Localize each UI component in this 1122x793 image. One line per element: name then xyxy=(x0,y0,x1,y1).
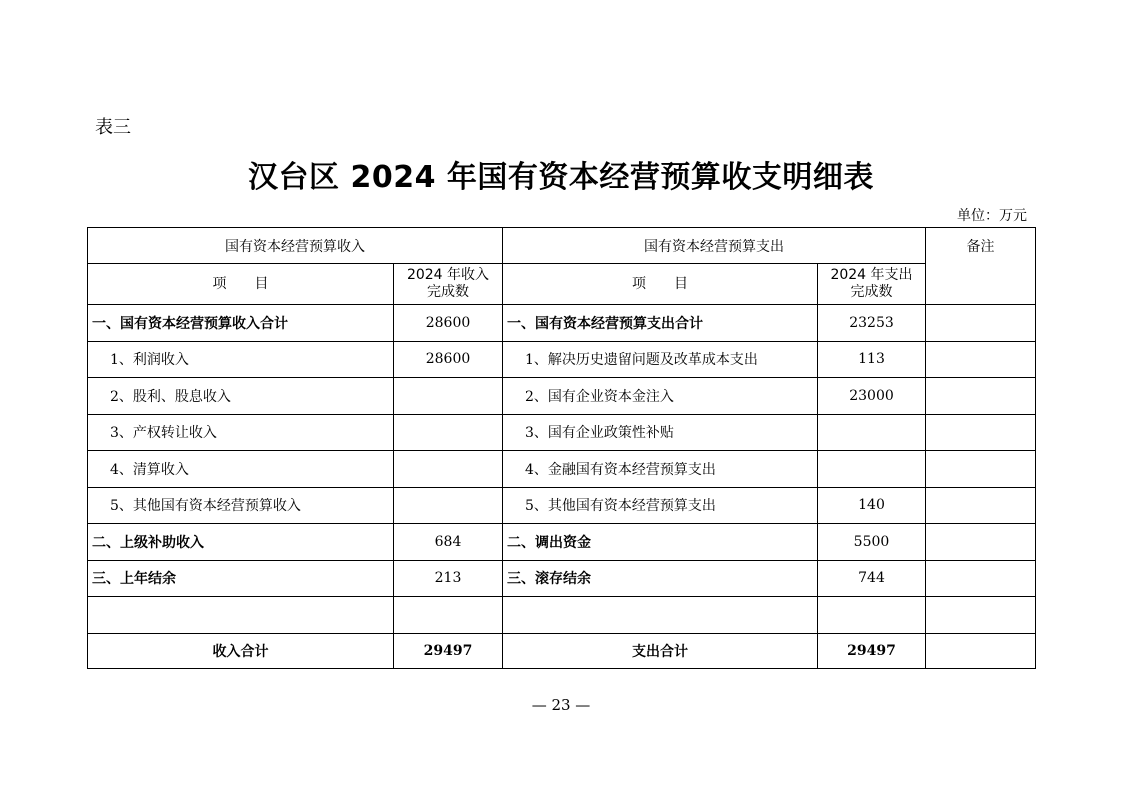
remark-cell xyxy=(926,560,1036,597)
income-item-header: 项 目 xyxy=(88,264,394,305)
remark-cell xyxy=(926,305,1036,342)
page-title: 汉台区 2024 年国有资本经营预算收支明细表 xyxy=(248,160,874,195)
income-amount-header xyxy=(394,264,503,305)
income-value xyxy=(394,597,503,634)
income-item: 1、利润收入 xyxy=(88,341,394,378)
remark-cell xyxy=(926,524,1036,561)
remark-cell xyxy=(926,633,1036,668)
unit-label: 单位：万元 xyxy=(957,208,1027,224)
section-header-row xyxy=(88,228,1036,264)
income-item: 三、上年结余 xyxy=(88,560,394,597)
income-value: 213 xyxy=(394,560,503,597)
income-item xyxy=(88,597,394,634)
income-value xyxy=(394,414,503,451)
income-total-value: 29497 xyxy=(394,633,503,668)
page-number: — 23 — xyxy=(531,696,591,714)
totals-row xyxy=(88,633,1036,668)
remark-cell xyxy=(926,341,1036,378)
expense-total-label: 支出合计 xyxy=(503,633,818,668)
expense-amount-header-line2: 完成数 xyxy=(850,284,893,300)
income-value: 28600 xyxy=(394,341,503,378)
remark-cell xyxy=(926,487,1036,524)
expense-item-header: 项 目 xyxy=(503,264,818,305)
table-row xyxy=(88,560,1036,597)
table-row xyxy=(88,414,1036,451)
income-amount-header-line1: 2024 年收入 xyxy=(406,267,490,283)
remark-cell xyxy=(926,414,1036,451)
remark-cell xyxy=(926,451,1036,488)
remarks-header: 备注 xyxy=(926,228,1036,305)
expense-amount-header-line1: 2024 年支出 xyxy=(830,267,913,283)
expense-item: 5、其他国有资本经营预算支出 xyxy=(503,487,818,524)
income-total-label: 收入合计 xyxy=(88,633,394,668)
expense-value xyxy=(818,451,926,488)
expense-item: 4、金融国有资本经营预算支出 xyxy=(503,451,818,488)
table-row xyxy=(88,524,1036,561)
income-value xyxy=(394,487,503,524)
expense-item xyxy=(503,597,818,634)
table-row xyxy=(88,378,1036,415)
column-header-row xyxy=(88,264,1036,305)
expense-value: 23253 xyxy=(818,305,926,342)
expense-amount-header xyxy=(818,264,926,305)
income-section-header: 国有资本经营预算收入 xyxy=(88,228,503,264)
expense-item: 3、国有企业政策性补贴 xyxy=(503,414,818,451)
income-value xyxy=(394,378,503,415)
expense-value: 23000 xyxy=(818,378,926,415)
income-value: 684 xyxy=(394,524,503,561)
table-row xyxy=(88,341,1036,378)
budget-table xyxy=(87,227,1036,669)
expense-item: 二、调出资金 xyxy=(503,524,818,561)
income-value xyxy=(394,451,503,488)
expense-value: 744 xyxy=(818,560,926,597)
expense-section-header: 国有资本经营预算支出 xyxy=(503,228,926,264)
income-value: 28600 xyxy=(394,305,503,342)
table-row-empty xyxy=(88,597,1036,634)
income-item: 2、股利、股息收入 xyxy=(88,378,394,415)
income-item: 3、产权转让收入 xyxy=(88,414,394,451)
expense-item: 三、滚存结余 xyxy=(503,560,818,597)
table-row xyxy=(88,451,1036,488)
table-label: 表三 xyxy=(95,117,131,138)
table-row xyxy=(88,487,1036,524)
income-item: 一、国有资本经营预算收入合计 xyxy=(88,305,394,342)
remark-cell xyxy=(926,378,1036,415)
table-row xyxy=(88,305,1036,342)
expense-value xyxy=(818,414,926,451)
expense-total-value: 29497 xyxy=(818,633,926,668)
expense-item: 1、解决历史遗留问题及改革成本支出 xyxy=(503,341,818,378)
expense-value: 113 xyxy=(818,341,926,378)
remark-cell xyxy=(926,597,1036,634)
expense-value: 140 xyxy=(818,487,926,524)
income-item: 5、其他国有资本经营预算收入 xyxy=(88,487,394,524)
expense-value: 5500 xyxy=(818,524,926,561)
expense-value xyxy=(818,597,926,634)
expense-item: 一、国有资本经营预算支出合计 xyxy=(503,305,818,342)
income-item: 4、清算收入 xyxy=(88,451,394,488)
income-item: 二、上级补助收入 xyxy=(88,524,394,561)
income-amount-header-line2: 完成数 xyxy=(427,284,469,300)
expense-item: 2、国有企业资本金注入 xyxy=(503,378,818,415)
